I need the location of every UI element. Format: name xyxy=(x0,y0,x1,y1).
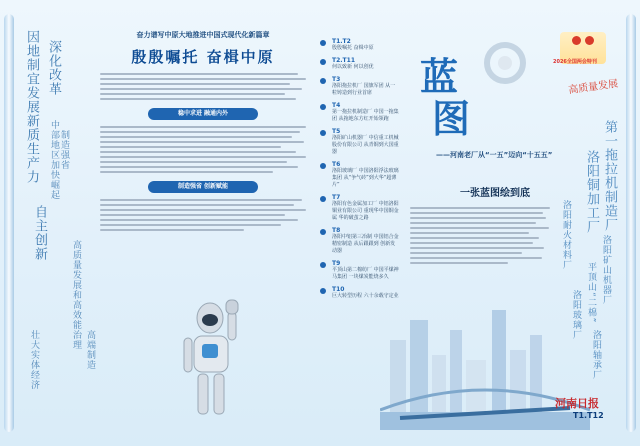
timeline-dot-icon xyxy=(320,288,326,294)
hero-character-tu: 图 xyxy=(432,96,471,141)
right-slogan-2: 洛阳铜加工厂 xyxy=(584,150,599,234)
slogan-column-6: 制造强省 xyxy=(59,130,69,170)
slogan-column-5: 高质量发展和高效能治理 xyxy=(71,240,81,350)
section-heading-2: 制造强省 创新赋能 xyxy=(148,181,258,193)
timeline-item: T2.T11 何以致新 何以创优 xyxy=(320,57,400,71)
timeline-item: T5 洛阳矿山机器厂 中信重工机械股份有限公司 从青铜到大国重器 xyxy=(320,128,400,156)
slogan-column-3: 中部地区加快崛起 xyxy=(49,120,59,200)
section-heading-1: 稳中求进 融通内外 xyxy=(148,108,258,120)
timeline-item: T6 洛阳玻璃厂 中国洛阳浮法玻璃集团 从“争气砖”到大华“超薄片” xyxy=(320,161,400,189)
section2-text xyxy=(100,199,306,231)
timeline-item: T3 洛阳拖拉机厂 国旗军团 从一粒铸造到行业首席 xyxy=(320,76,400,97)
timeline-dot-icon xyxy=(320,229,326,235)
hero-subtitle: ——河南老厂从“一五”迈向“十五五” xyxy=(436,151,553,159)
newspaper-masthead: 河南日报 xyxy=(555,397,599,410)
right-slogan-6: 洛阳玻璃厂 xyxy=(571,290,581,340)
slogan-column-4: 自主创新 xyxy=(32,205,47,261)
slogan-column-8: 高端制造 xyxy=(85,330,95,370)
article-intro-text xyxy=(100,73,306,100)
timeline-item: T8 洛阳中铝第三冶制 中国铝合金精密制造 从后跟跟到 创新发动器 xyxy=(320,227,400,255)
timeline-dot-icon xyxy=(320,262,326,268)
right-slogan-4: 平顶山“二棉” xyxy=(586,262,596,324)
scroll-edge-left xyxy=(4,14,14,432)
right-article-text xyxy=(410,204,550,267)
hero-title: 一张蓝图绘到底 xyxy=(460,188,530,199)
gear-icon xyxy=(470,28,540,98)
timeline-item: T1.T2 殷殷嘱托 奋楫中原 xyxy=(320,38,400,52)
right-slogan-3: 洛阳矿山机器厂 xyxy=(601,235,611,305)
timeline-dot-icon xyxy=(320,78,326,84)
scroll-edge-right xyxy=(626,14,636,432)
slogan-column-7: 壮大实体经济 xyxy=(29,330,39,390)
timeline-item: T7 洛阳有色金属加工厂 中铝洛阳铜业有限公司 重现华中国铜金属 华的破茧之路 xyxy=(320,194,400,222)
article-kicker: 奋力谱写中原大地推进中国式现代化新篇章 xyxy=(136,31,270,39)
timeline-item: T4 第一拖拉机制造厂 中国一拖集团 从拖地东方红开始领跑 xyxy=(320,102,400,123)
timeline-dot-icon xyxy=(320,130,326,136)
humanoid-robot-illustration xyxy=(172,298,252,418)
timeline-dot-icon xyxy=(320,40,326,46)
timeline-item: T9 平顶山第二棉纺厂 中国平煤神马集团 一块煤炭能烧多久 xyxy=(320,260,400,281)
timeline-dot-icon xyxy=(320,196,326,202)
badge-script-text: 高质量发展 xyxy=(567,78,619,97)
right-slogan-5: 洛阳耐火材料厂 xyxy=(561,200,571,270)
emblem-icon xyxy=(572,36,581,45)
hero-character-lan: 蓝 xyxy=(420,54,459,99)
right-slogan-7: 洛阳轴承厂 xyxy=(591,330,601,380)
page-number: T1.T12 xyxy=(573,411,604,420)
section1-text xyxy=(100,126,306,173)
timeline-dot-icon xyxy=(320,163,326,169)
slogan-column-1: 因地制宜发展新质生产力 xyxy=(24,30,39,184)
badge-title: 2026全国两会特刊 xyxy=(553,59,597,65)
timeline-dot-icon xyxy=(320,104,326,110)
timeline-dot-icon xyxy=(320,59,326,65)
emblem-icon xyxy=(585,36,594,45)
timeline-item: T10 巨大转型历程 六十余载守定业 xyxy=(320,286,400,300)
right-slogan-1: 第一拖拉机制造厂 xyxy=(602,120,617,232)
slogan-column-2: 深化改革 xyxy=(46,40,61,96)
article-headline: 殷殷嘱托 奋楫中原 xyxy=(131,48,275,66)
